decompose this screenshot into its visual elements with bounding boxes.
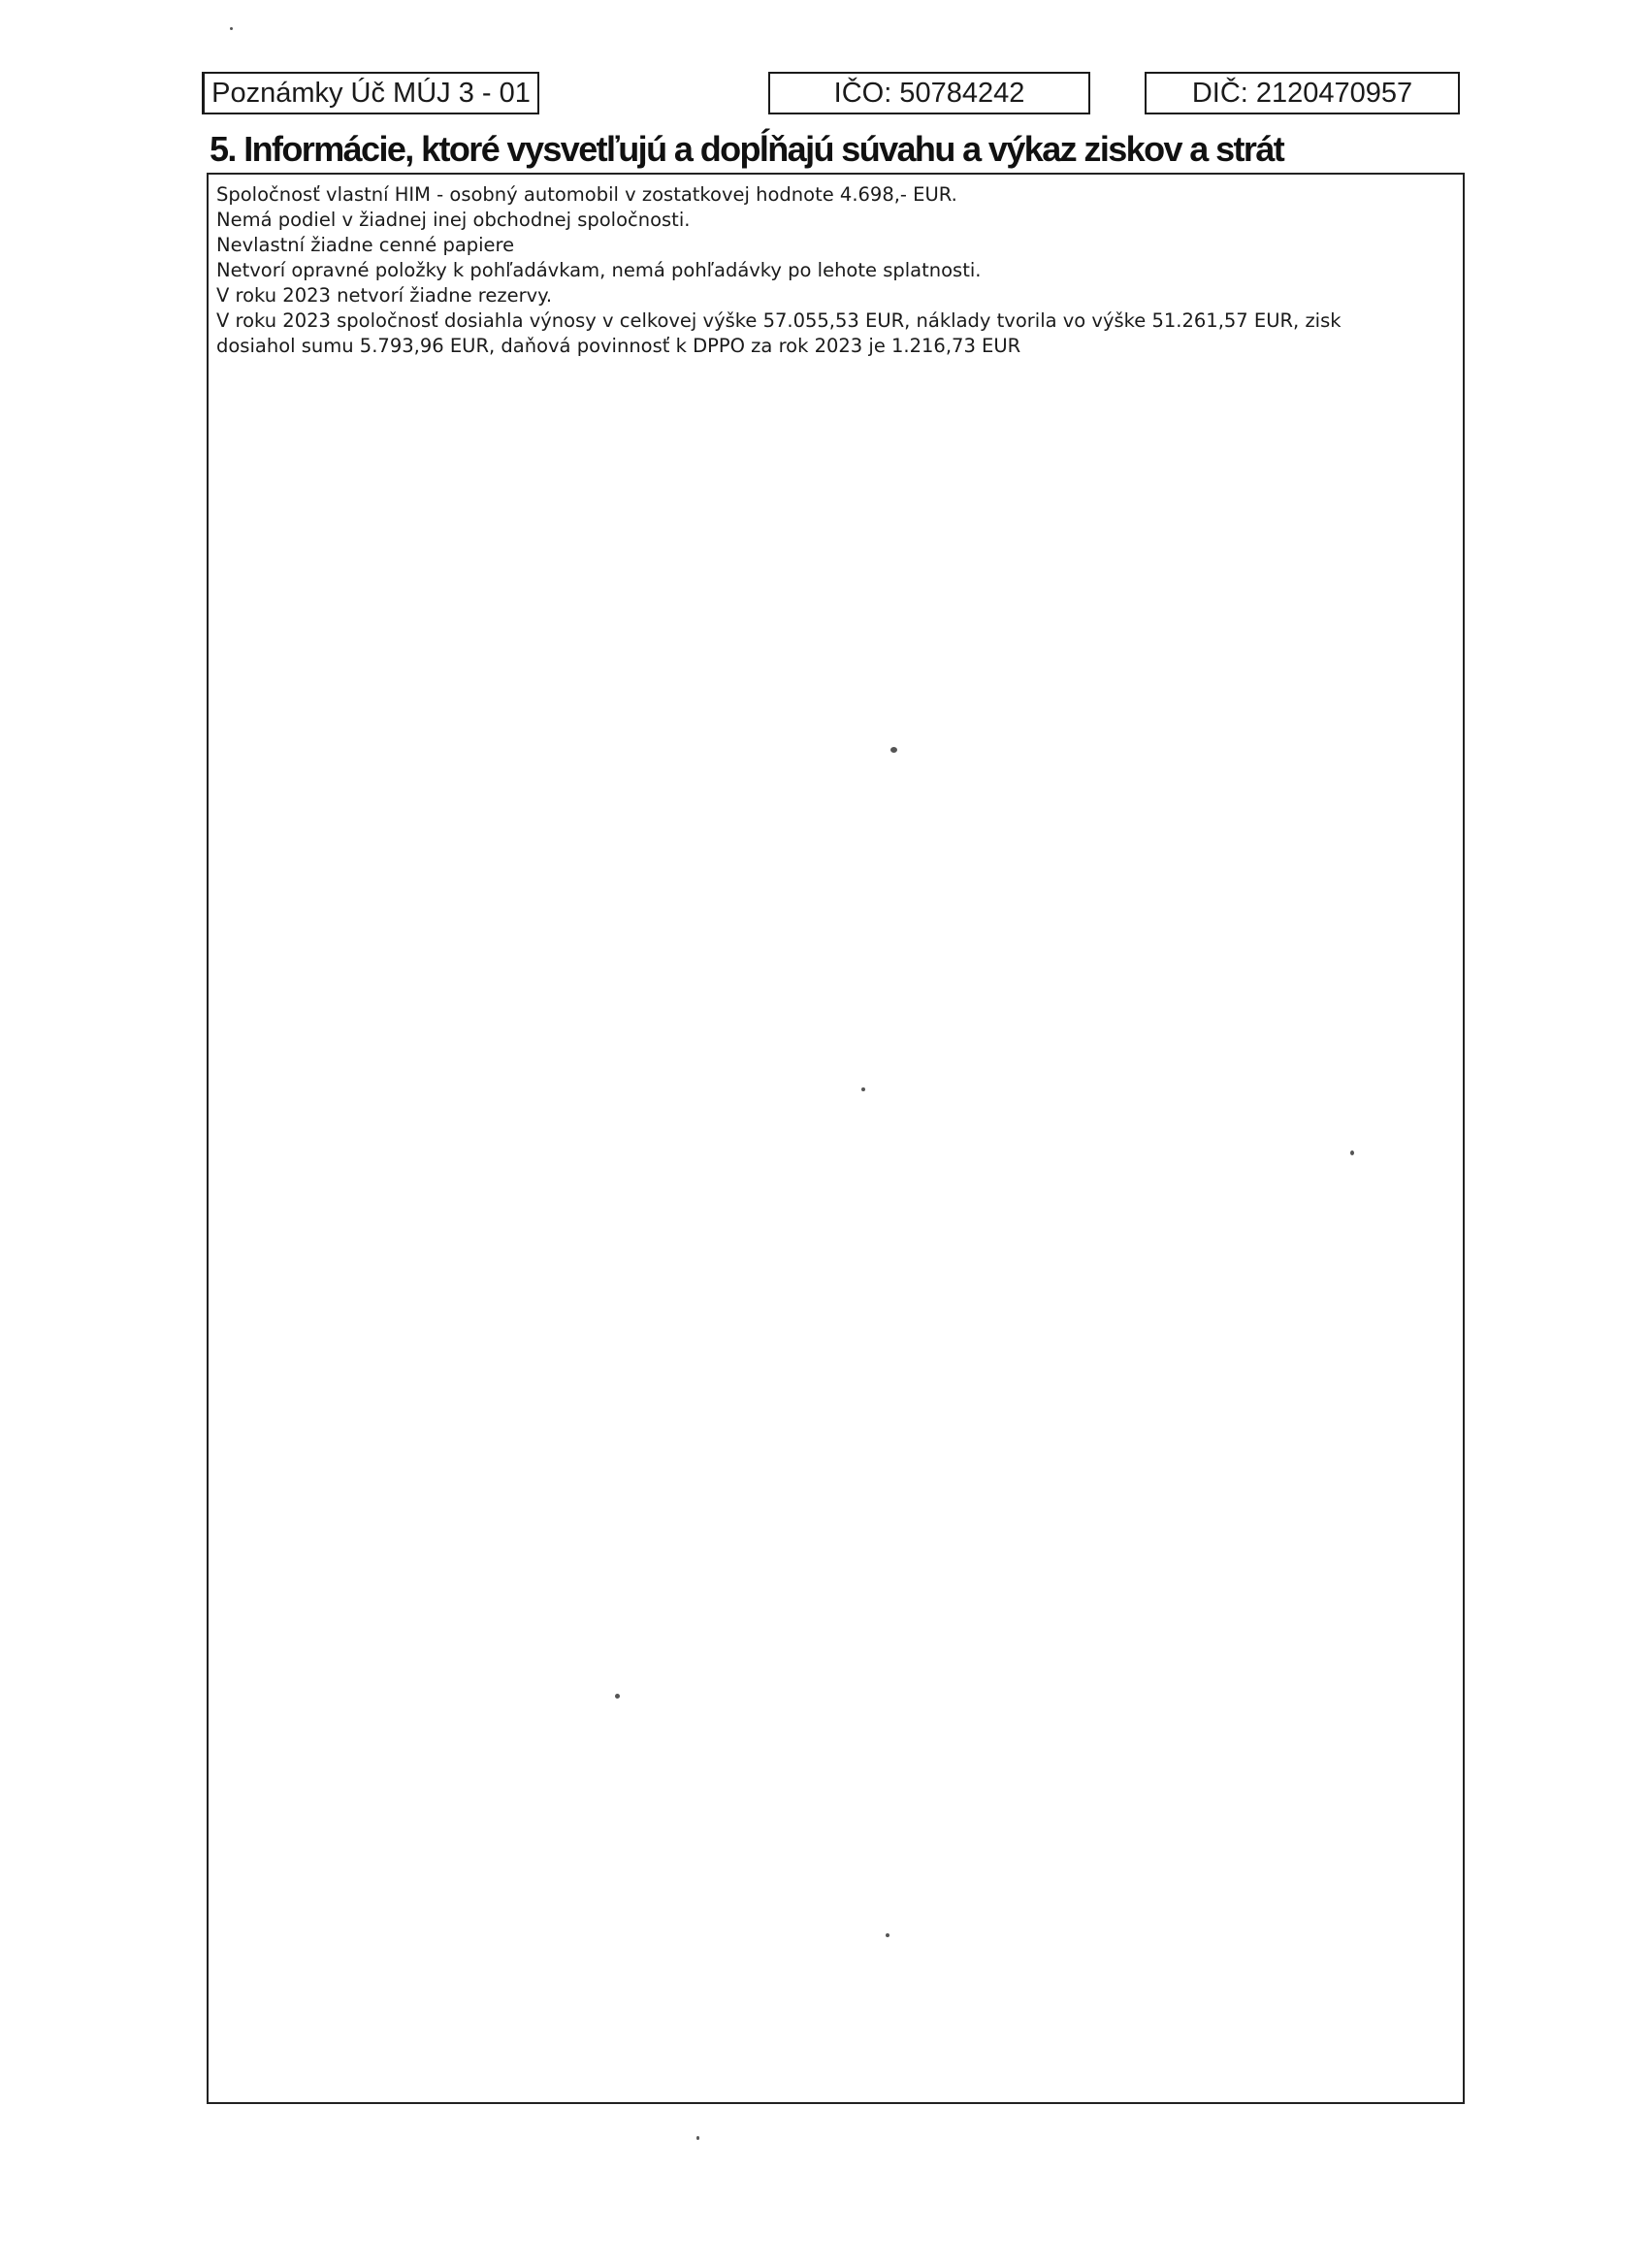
scan-speck <box>861 1087 865 1091</box>
note-line: Netvorí opravné položky k pohľadávkam, nemá pohľadávky po lehote splatnosti. <box>216 259 982 281</box>
notes-text <box>216 182 1453 359</box>
ico-box <box>768 72 1090 114</box>
scan-speck <box>886 1933 889 1937</box>
note-line: Nevlastní žiadne cenné papiere <box>216 234 515 256</box>
notes-content-box <box>207 173 1465 2104</box>
ico-value: IČO: 50784242 <box>833 77 1025 109</box>
dic-box <box>1145 72 1460 114</box>
note-line: Nemá podiel v žiadnej inej obchodnej spoločnosti. <box>216 209 691 231</box>
form-label-box <box>202 72 539 114</box>
scan-speck <box>230 27 233 30</box>
scan-speck <box>615 1694 620 1699</box>
note-line: V roku 2023 spoločnosť dosiahla výnosy v celkovej výške 57.055,53 EUR, náklady tvorila vo výške 51.261,57 EUR, zisk dosiahol sumu 5.793,96 EUR, daňová povinnosť k DPPO za rok 2023 je 1.216,73 EUR <box>216 309 1342 357</box>
scan-speck <box>1350 1150 1354 1155</box>
note-line: Spoločnosť vlastní HIM - osobný automobil v zostatkovej hodnote 4.698,- EUR. <box>216 183 957 206</box>
dic-value: DIČ: 2120470957 <box>1191 77 1413 109</box>
form-label: Poznámky Úč MÚJ 3 - 01 <box>211 77 531 109</box>
section-title: 5. Informácie, ktoré vysvetľujú a dopĺňajú súvahu a výkaz ziskov a strát <box>210 129 1284 169</box>
scan-speck <box>890 747 897 753</box>
note-line: V roku 2023 netvorí žiadne rezervy. <box>216 284 553 307</box>
scan-speck <box>696 2136 699 2140</box>
